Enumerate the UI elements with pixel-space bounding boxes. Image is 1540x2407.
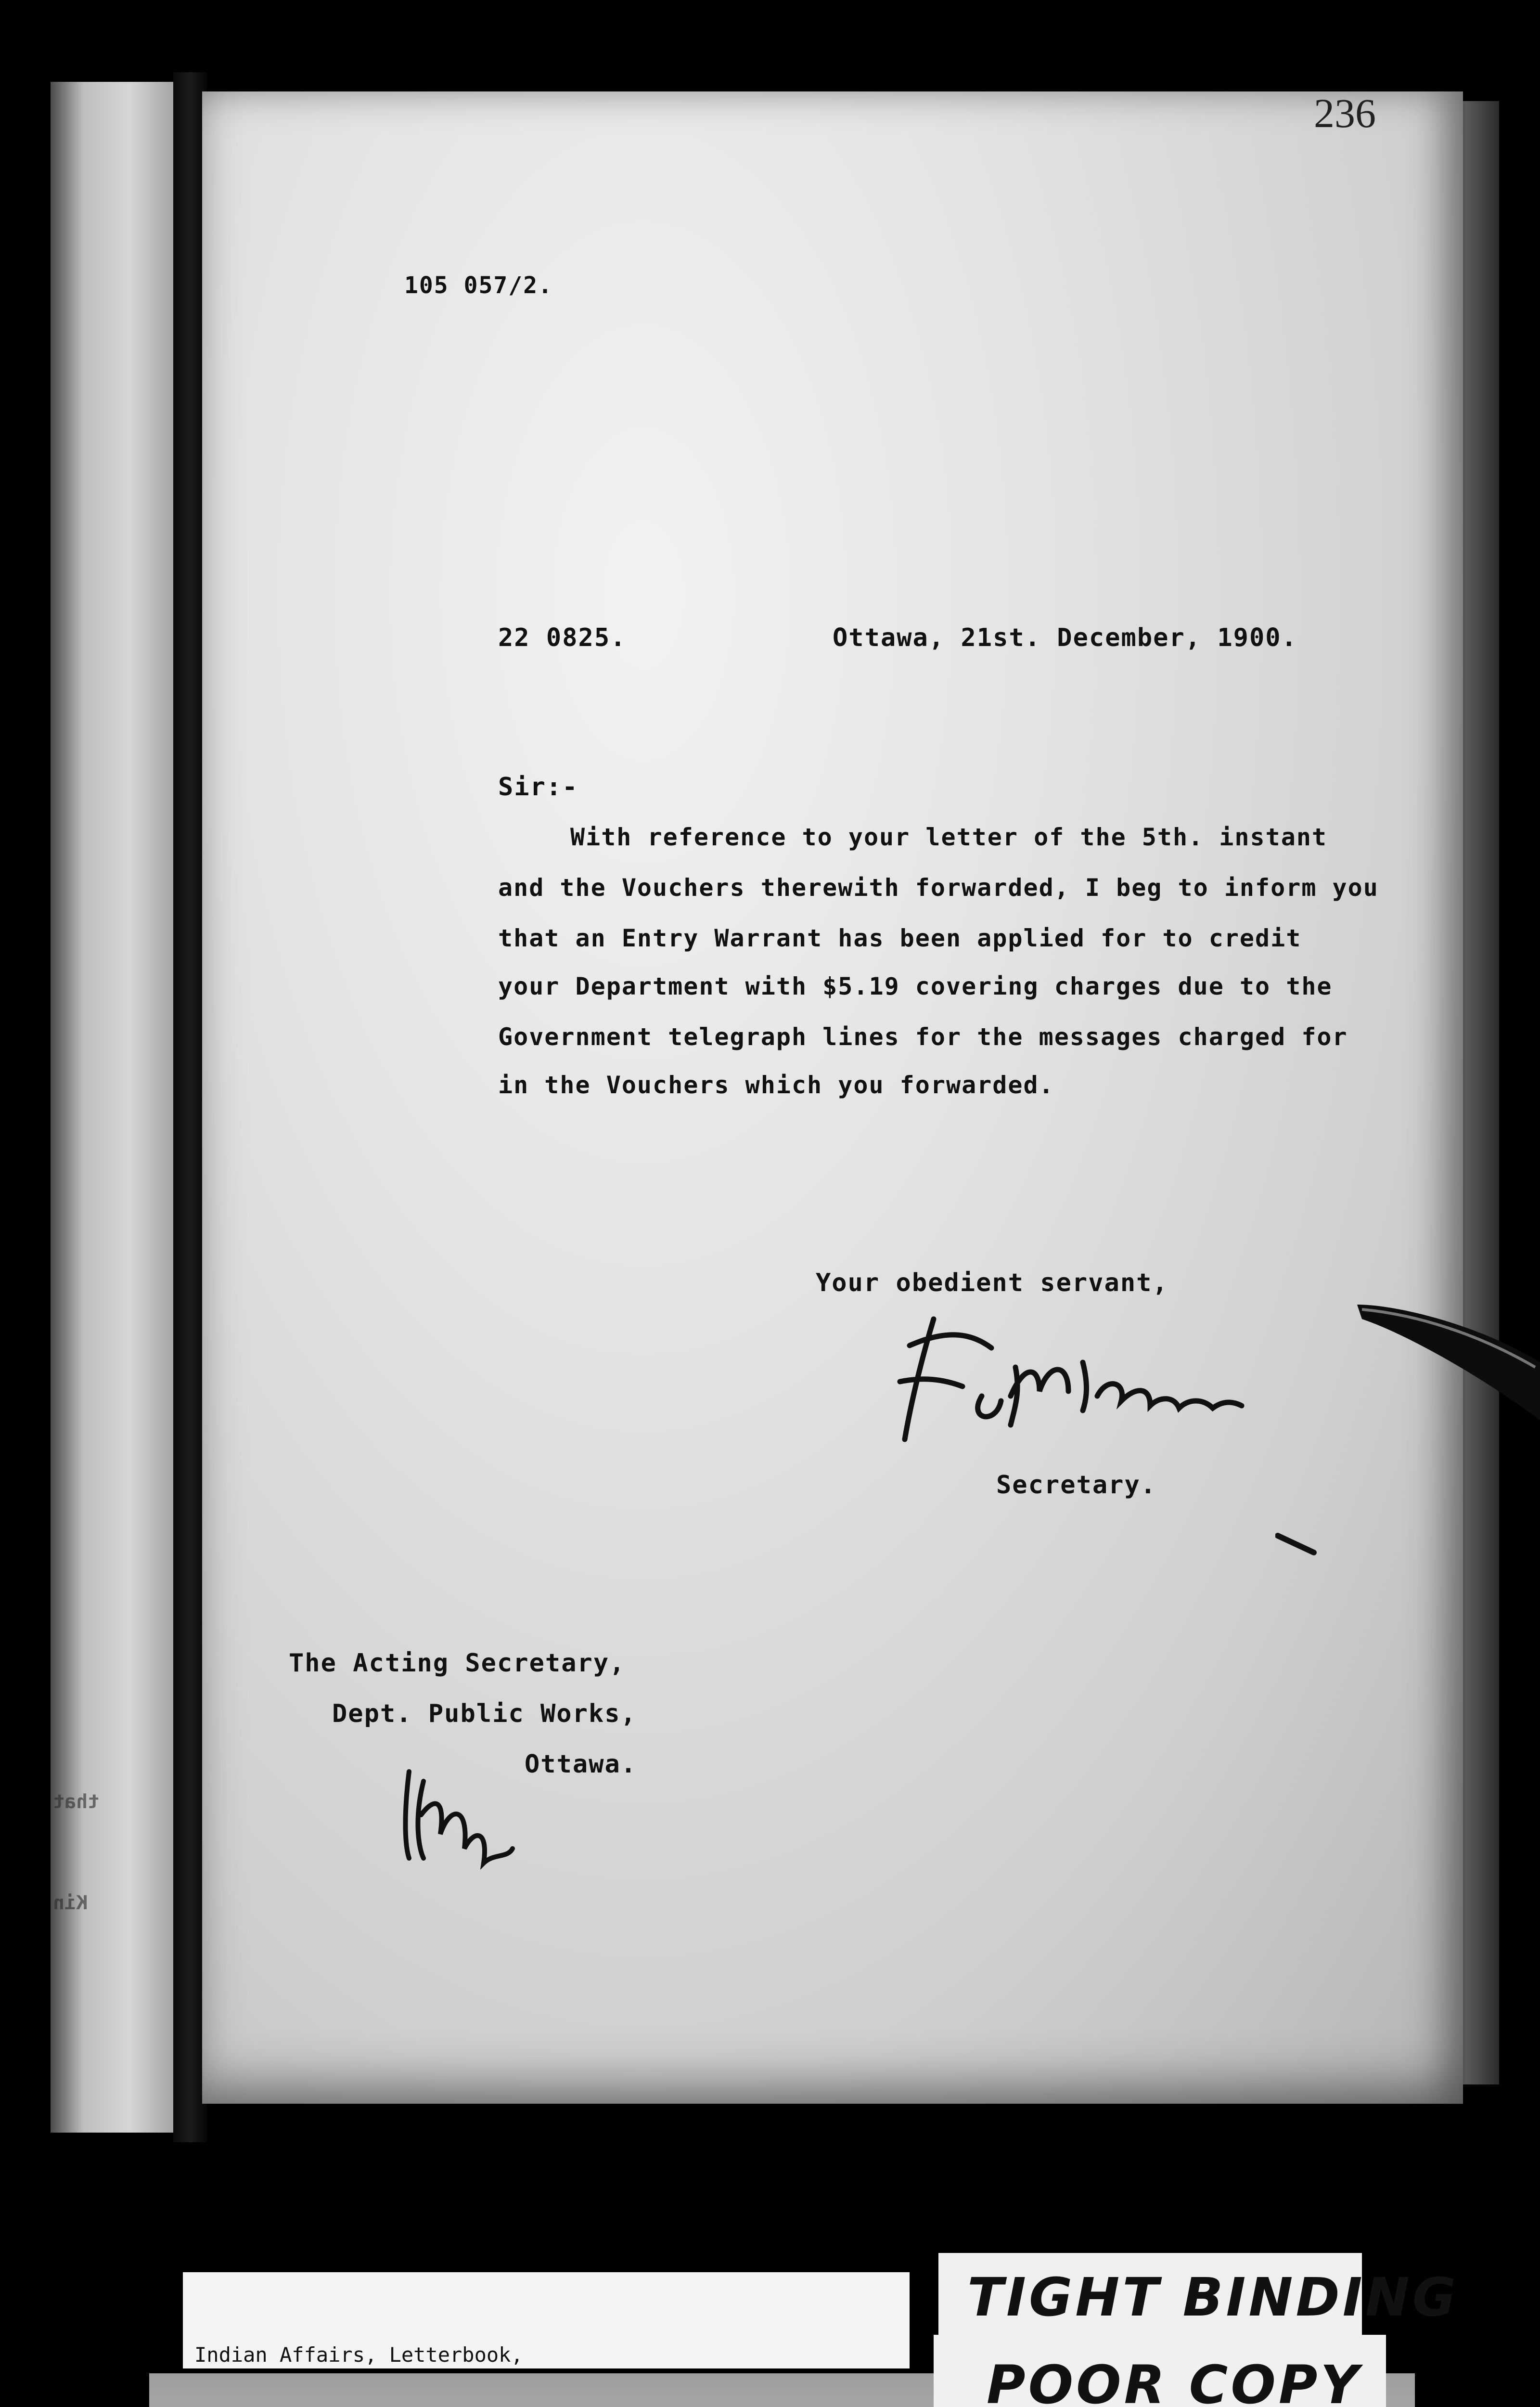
letter-number: 22 0825. [498,623,627,652]
address-line: Dept. Public Works, [332,1699,637,1728]
signature [890,1300,1304,1463]
body-line: Government telegraph lines for the messages charged for [498,1023,1348,1051]
reel-description-label [183,2272,910,2368]
closing: Your obedient servant, [816,1268,1168,1297]
handwritten-note-tight-binding: TIGHT BINDING [938,2253,1362,2342]
address-line: The Acting Secretary, [289,1649,626,1678]
previous-page-edge [51,82,183,2133]
body-line: and the Vouchers therewith forwarded, I beg to inform you [498,874,1379,902]
pen-nib [1357,1295,1540,1430]
reel-description-line: Indian Affairs, Letterbook, [194,2343,523,2367]
handwritten-note-poor-copy: POOR COPY [934,2335,1386,2407]
bleed-through-text: that [53,1791,100,1813]
signatory-title: Secretary. [996,1471,1157,1500]
place-date: Ottawa, 21st. December, 1900. [833,623,1297,652]
body-line: your Department with $5.19 covering charges due to the [498,972,1333,1000]
ink-mark [1275,1531,1319,1560]
clerk-initials [395,1752,529,1911]
file-reference: 105 057/2. [404,272,553,299]
body-line: in the Vouchers which you forwarded. [498,1071,1054,1099]
page-number: 236 [1314,90,1376,136]
address-line: Ottawa. [525,1750,637,1779]
salutation: Sir:- [498,773,578,802]
body-line: With reference to your letter of the 5th. instant [570,823,1328,851]
body-line: that an Entry Warrant has been applied for to credit [498,924,1302,952]
bleed-through-text: Kin [53,1892,88,1914]
